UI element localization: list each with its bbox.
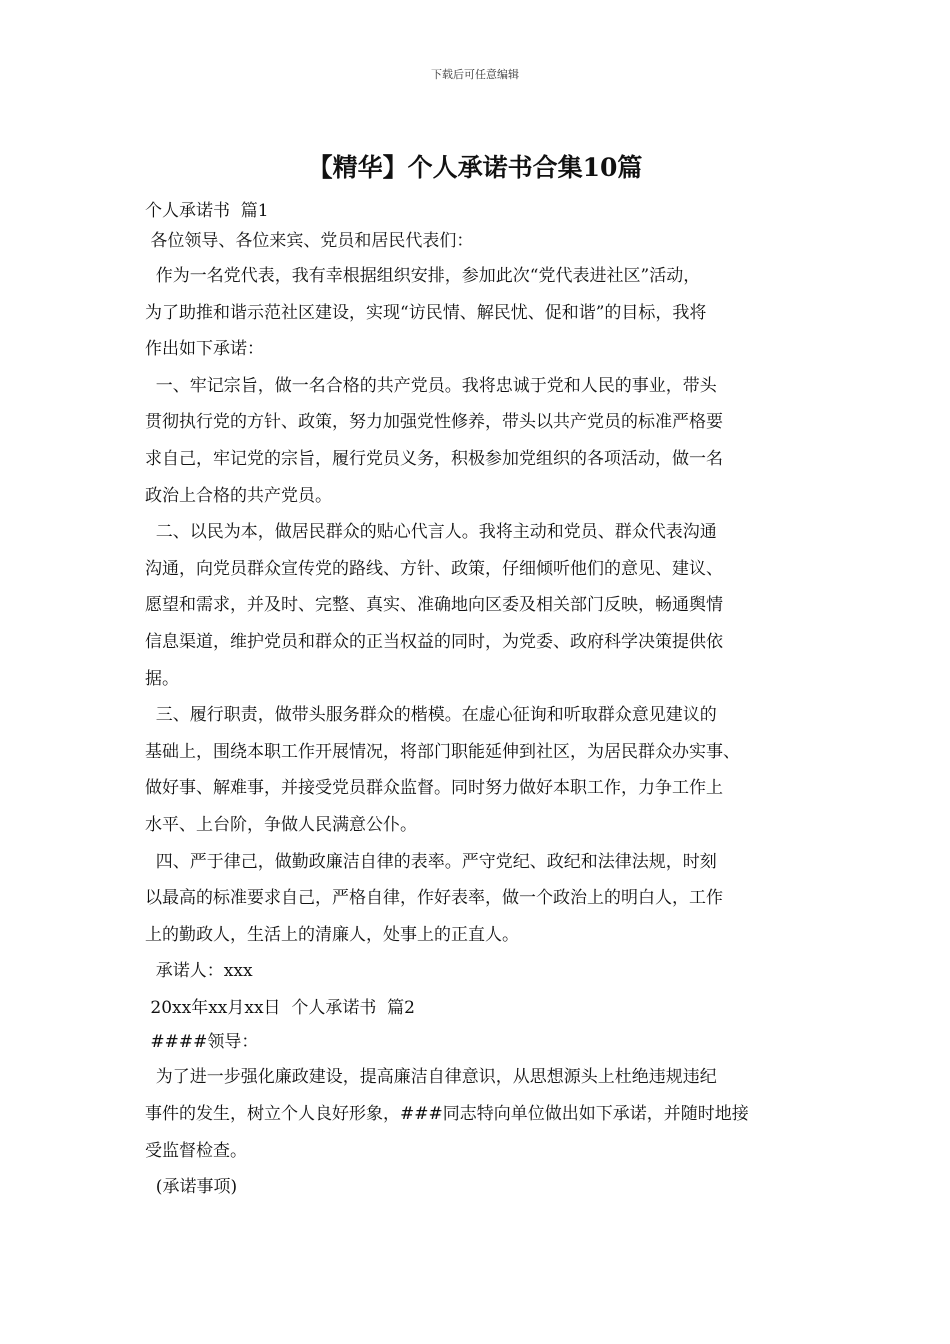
text-line: 20xx年xx月xx日 个人承诺书 篇2 [145,997,415,1018]
document-body [145,198,825,1206]
text-line: 愿望和需求，并及时、完整、真实、准确地向区委及相关部门反映，畅通舆情 [145,595,723,616]
text-line: 以最高的标准要求自己，严格自律，作好表率，做一个政治上的明白人，工作 [145,888,723,909]
text-line: 上的勤政人，生活上的清廉人，处事上的正直人。 [145,924,519,945]
text-line: 事件的发生，树立个人良好形象，###同志特向单位做出如下承诺，并随时地接 [145,1104,749,1125]
text-line: ####领导： [145,1032,259,1053]
text-line: 为了进一步强化廉政建设，提高廉洁自律意识，从思想源头上杜绝违规违纪 [145,1067,717,1088]
header-note: 下载后可任意编辑 [431,68,519,81]
text-line: 各位领导、各位来宾、党员和居民代表们： [145,231,474,251]
text-line: 一、牢记宗旨，做一名合格的共产党员。我将忠诚于党和人民的事业，带头 [145,375,717,396]
text-line: 受监督检查。 [145,1140,247,1161]
text-line: 二、以民为本，做居民群众的贴心代言人。我将主动和党员、群众代表沟通 [145,522,717,543]
text-line: (承诺事项) [145,1177,238,1198]
text-line: 据。 [145,668,179,689]
text-line: 政治上合格的共产党员。 [145,485,332,506]
text-line: 做好事、解难事，并接受党员群众监督。同时努力做好本职工作，力争工作上 [145,778,723,799]
text-line: 作出如下承诺： [145,339,264,360]
text-line: 沟通，向党员群众宣传党的路线、方针、政策，仔细倾听他们的意见、建议、 [145,558,723,579]
text-line: 求自己，牢记党的宗旨，履行党员义务，积极参加党组织的各项活动，做一名 [145,448,723,469]
text-line: 个人承诺书 篇1 [145,201,269,221]
text-line: 信息渠道，维护党员和群众的正当权益的同时，为党委、政府科学决策提供依 [145,631,723,652]
text-line: 水平、上台阶，争做人民满意公仆。 [145,814,417,835]
document-title: 【精华】个人承诺书合集10篇 [307,153,643,182]
text-line: 作为一名党代表，我有幸根据组织安排，参加此次“党代表进社区”活动， [145,266,701,286]
text-line: 为了助推和谐示范社区建设，实现“访民情、解民忧、促和谐”的目标，我将 [145,302,707,323]
text-line: 三、履行职责，做带头服务群众的楷模。在虚心征询和听取群众意见建议的 [145,705,717,726]
text-line: 四、严于律己，做勤政廉洁自律的表率。严守党纪、政纪和法律法规，时刻 [145,851,717,872]
text-line: 承诺人：xxx [145,961,253,982]
text-line: 贯彻执行党的方针、政策，努力加强党性修养，带头以共产党员的标准严格要 [145,412,723,433]
text-line: 基础上，围绕本职工作开展情况，将部门职能延伸到社区，为居民群众办实事、 [145,741,740,762]
